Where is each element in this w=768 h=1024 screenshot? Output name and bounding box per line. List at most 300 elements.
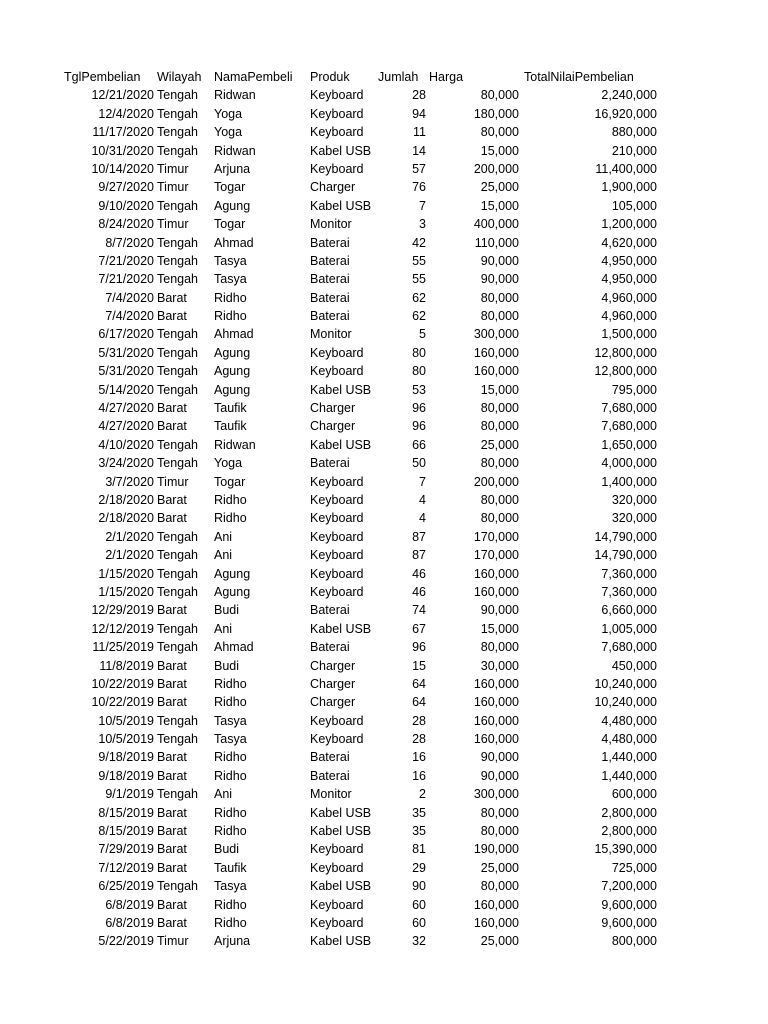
- cell-wilayah[interactable]: Timur: [157, 161, 189, 176]
- cell-nama-pembeli[interactable]: Yoga: [214, 125, 243, 140]
- cell-jumlah[interactable]: 96: [412, 419, 426, 434]
- cell-total-nilai[interactable]: 14,790,000: [594, 548, 657, 563]
- cell-total-nilai[interactable]: 11,400,000: [595, 161, 657, 176]
- cell-tgl-pembelian[interactable]: 2/1/2020: [105, 548, 154, 563]
- cell-tgl-pembelian[interactable]: 6/8/2019: [105, 897, 154, 912]
- cell-nama-pembeli[interactable]: Taufik: [214, 401, 247, 416]
- cell-harga[interactable]: 160,000: [473, 897, 519, 912]
- cell-produk[interactable]: Charger: [310, 419, 356, 434]
- cell-produk[interactable]: Baterai: [310, 290, 350, 305]
- cell-wilayah[interactable]: Barat: [157, 511, 187, 526]
- cell-nama-pembeli[interactable]: Taufik: [214, 860, 247, 875]
- cell-produk[interactable]: Keyboard: [310, 915, 364, 930]
- cell-jumlah[interactable]: 60: [412, 915, 426, 930]
- cell-wilayah[interactable]: Barat: [157, 860, 187, 875]
- cell-tgl-pembelian[interactable]: 2/1/2020: [105, 529, 154, 544]
- cell-produk[interactable]: Keyboard: [310, 548, 364, 563]
- cell-harga[interactable]: 80,000: [480, 125, 519, 140]
- cell-nama-pembeli[interactable]: Ahmad: [214, 640, 254, 655]
- cell-jumlah[interactable]: 5: [419, 327, 426, 342]
- cell-jumlah[interactable]: 2: [419, 787, 426, 802]
- cell-total-nilai[interactable]: 7,360,000: [601, 566, 657, 581]
- cell-nama-pembeli[interactable]: Ridho: [214, 897, 247, 912]
- cell-jumlah[interactable]: 35: [412, 824, 426, 839]
- cell-produk[interactable]: Charger: [310, 401, 356, 416]
- cell-nama-pembeli[interactable]: Ridwan: [214, 88, 256, 103]
- cell-wilayah[interactable]: Tengah: [157, 437, 199, 452]
- cell-total-nilai[interactable]: 2,240,000: [601, 88, 657, 103]
- cell-tgl-pembelian[interactable]: 7/12/2019: [98, 860, 154, 875]
- cell-nama-pembeli[interactable]: Togar: [214, 180, 246, 195]
- cell-nama-pembeli[interactable]: Ridwan: [214, 143, 256, 158]
- cell-harga[interactable]: 80,000: [480, 290, 519, 305]
- cell-jumlah[interactable]: 60: [412, 897, 426, 912]
- cell-produk[interactable]: Keyboard: [310, 842, 364, 857]
- cell-produk[interactable]: Baterai: [310, 750, 350, 765]
- cell-tgl-pembelian[interactable]: 9/27/2020: [98, 180, 154, 195]
- cell-nama-pembeli[interactable]: Ahmad: [214, 235, 254, 250]
- cell-jumlah[interactable]: 16: [412, 768, 426, 783]
- cell-produk[interactable]: Baterai: [310, 456, 350, 471]
- cell-wilayah[interactable]: Barat: [157, 824, 187, 839]
- cell-nama-pembeli[interactable]: Agung: [214, 584, 251, 599]
- cell-wilayah[interactable]: Tengah: [157, 787, 199, 802]
- cell-nama-pembeli[interactable]: Taufik: [214, 419, 247, 434]
- cell-harga[interactable]: 160,000: [473, 713, 519, 728]
- cell-nama-pembeli[interactable]: Tasya: [214, 713, 247, 728]
- cell-wilayah[interactable]: Tengah: [157, 345, 199, 360]
- cell-tgl-pembelian[interactable]: 9/1/2019: [105, 787, 154, 802]
- cell-total-nilai[interactable]: 210,000: [611, 143, 657, 158]
- cell-produk[interactable]: Kabel USB: [310, 824, 372, 839]
- cell-total-nilai[interactable]: 4,950,000: [601, 253, 657, 268]
- cell-produk[interactable]: Keyboard: [310, 584, 364, 599]
- cell-jumlah[interactable]: 62: [412, 309, 426, 324]
- cell-produk[interactable]: Charger: [310, 695, 356, 710]
- cell-produk[interactable]: Kabel USB: [310, 437, 372, 452]
- cell-nama-pembeli[interactable]: Togar: [214, 217, 246, 232]
- cell-nama-pembeli[interactable]: Yoga: [214, 106, 243, 121]
- cell-total-nilai[interactable]: 4,480,000: [601, 732, 657, 747]
- cell-nama-pembeli[interactable]: Agung: [214, 198, 251, 213]
- cell-wilayah[interactable]: Tengah: [157, 879, 199, 894]
- cell-jumlah[interactable]: 4: [419, 511, 426, 526]
- cell-total-nilai[interactable]: 9,600,000: [601, 915, 657, 930]
- cell-total-nilai[interactable]: 1,650,000: [601, 437, 657, 452]
- cell-wilayah[interactable]: Barat: [157, 805, 187, 820]
- cell-total-nilai[interactable]: 10,240,000: [594, 695, 657, 710]
- cell-harga[interactable]: 400,000: [473, 217, 519, 232]
- cell-total-nilai[interactable]: 4,000,000: [601, 456, 657, 471]
- cell-harga[interactable]: 170,000: [473, 529, 519, 544]
- cell-nama-pembeli[interactable]: Ridho: [214, 676, 247, 691]
- cell-total-nilai[interactable]: 795,000: [611, 382, 657, 397]
- cell-jumlah[interactable]: 46: [412, 584, 426, 599]
- cell-jumlah[interactable]: 76: [412, 180, 426, 195]
- cell-nama-pembeli[interactable]: Agung: [214, 364, 251, 379]
- cell-nama-pembeli[interactable]: Budi: [214, 603, 240, 618]
- cell-total-nilai[interactable]: 1,400,000: [601, 474, 657, 489]
- cell-tgl-pembelian[interactable]: 5/31/2020: [98, 345, 154, 360]
- cell-total-nilai[interactable]: 4,620,000: [601, 235, 657, 250]
- cell-produk[interactable]: Keyboard: [310, 860, 364, 875]
- cell-harga[interactable]: 190,000: [473, 842, 519, 857]
- cell-harga[interactable]: 25,000: [480, 180, 519, 195]
- cell-wilayah[interactable]: Tengah: [157, 732, 199, 747]
- cell-tgl-pembelian[interactable]: 3/7/2020: [105, 474, 154, 489]
- cell-nama-pembeli[interactable]: Ridho: [214, 290, 247, 305]
- cell-tgl-pembelian[interactable]: 8/24/2020: [98, 217, 154, 232]
- cell-total-nilai[interactable]: 450,000: [611, 658, 657, 673]
- cell-produk[interactable]: Kabel USB: [310, 143, 372, 158]
- cell-nama-pembeli[interactable]: Ani: [214, 621, 233, 636]
- cell-produk[interactable]: Keyboard: [310, 713, 364, 728]
- cell-jumlah[interactable]: 81: [412, 842, 426, 857]
- cell-jumlah[interactable]: 7: [419, 474, 426, 489]
- cell-tgl-pembelian[interactable]: 8/15/2019: [98, 805, 154, 820]
- cell-tgl-pembelian[interactable]: 7/21/2020: [98, 253, 154, 268]
- cell-total-nilai[interactable]: 320,000: [611, 511, 657, 526]
- cell-jumlah[interactable]: 64: [412, 695, 426, 710]
- cell-harga[interactable]: 160,000: [473, 695, 519, 710]
- cell-wilayah[interactable]: Timur: [157, 217, 189, 232]
- cell-jumlah[interactable]: 87: [412, 529, 426, 544]
- header-harga[interactable]: Harga: [429, 70, 464, 84]
- cell-nama-pembeli[interactable]: Ani: [214, 529, 233, 544]
- cell-total-nilai[interactable]: 1,200,000: [601, 217, 657, 232]
- header-wilayah[interactable]: Wilayah: [157, 70, 202, 84]
- cell-total-nilai[interactable]: 725,000: [611, 860, 657, 875]
- cell-jumlah[interactable]: 80: [412, 364, 426, 379]
- cell-tgl-pembelian[interactable]: 7/29/2019: [98, 842, 154, 857]
- cell-harga[interactable]: 80,000: [480, 805, 519, 820]
- cell-wilayah[interactable]: Tengah: [157, 327, 199, 342]
- cell-wilayah[interactable]: Barat: [157, 603, 187, 618]
- cell-wilayah[interactable]: Tengah: [157, 235, 199, 250]
- cell-tgl-pembelian[interactable]: 6/25/2019: [98, 879, 154, 894]
- cell-wilayah[interactable]: Tengah: [157, 382, 199, 397]
- cell-jumlah[interactable]: 28: [412, 88, 426, 103]
- cell-nama-pembeli[interactable]: Agung: [214, 345, 251, 360]
- cell-nama-pembeli[interactable]: Ridho: [214, 750, 247, 765]
- cell-produk[interactable]: Keyboard: [310, 566, 364, 581]
- cell-total-nilai[interactable]: 9,600,000: [601, 897, 657, 912]
- cell-total-nilai[interactable]: 4,950,000: [601, 272, 657, 287]
- cell-produk[interactable]: Monitor: [310, 327, 352, 342]
- cell-total-nilai[interactable]: 880,000: [611, 125, 657, 140]
- cell-jumlah[interactable]: 53: [412, 382, 426, 397]
- cell-wilayah[interactable]: Tengah: [157, 529, 199, 544]
- cell-nama-pembeli[interactable]: Arjuna: [214, 161, 251, 176]
- cell-jumlah[interactable]: 42: [412, 235, 426, 250]
- cell-nama-pembeli[interactable]: Agung: [214, 382, 251, 397]
- cell-harga[interactable]: 300,000: [473, 327, 519, 342]
- cell-wilayah[interactable]: Barat: [157, 768, 187, 783]
- cell-harga[interactable]: 160,000: [473, 732, 519, 747]
- cell-harga[interactable]: 80,000: [480, 824, 519, 839]
- cell-tgl-pembelian[interactable]: 1/15/2020: [98, 566, 154, 581]
- cell-nama-pembeli[interactable]: Tasya: [214, 732, 247, 747]
- cell-tgl-pembelian[interactable]: 6/17/2020: [98, 327, 154, 342]
- cell-harga[interactable]: 80,000: [480, 492, 519, 507]
- cell-jumlah[interactable]: 11: [413, 125, 426, 140]
- cell-wilayah[interactable]: Tengah: [157, 198, 199, 213]
- cell-tgl-pembelian[interactable]: 11/8/2019: [99, 658, 154, 673]
- cell-produk[interactable]: Kabel USB: [310, 198, 372, 213]
- cell-wilayah[interactable]: Barat: [157, 401, 187, 416]
- cell-harga[interactable]: 200,000: [473, 474, 519, 489]
- cell-nama-pembeli[interactable]: Ridho: [214, 309, 247, 324]
- cell-nama-pembeli[interactable]: Ridwan: [214, 437, 256, 452]
- cell-produk[interactable]: Charger: [310, 676, 356, 691]
- cell-jumlah[interactable]: 57: [412, 161, 426, 176]
- cell-wilayah[interactable]: Tengah: [157, 272, 199, 287]
- cell-wilayah[interactable]: Tengah: [157, 143, 199, 158]
- cell-harga[interactable]: 160,000: [473, 676, 519, 691]
- cell-harga[interactable]: 80,000: [480, 309, 519, 324]
- cell-wilayah[interactable]: Tengah: [157, 548, 199, 563]
- cell-total-nilai[interactable]: 12,800,000: [594, 364, 657, 379]
- cell-total-nilai[interactable]: 7,680,000: [601, 401, 657, 416]
- cell-tgl-pembelian[interactable]: 11/17/2020: [92, 125, 154, 140]
- cell-nama-pembeli[interactable]: Budi: [214, 658, 240, 673]
- cell-tgl-pembelian[interactable]: 12/12/2019: [91, 621, 154, 636]
- cell-tgl-pembelian[interactable]: 9/10/2020: [98, 198, 154, 213]
- cell-jumlah[interactable]: 94: [412, 106, 426, 121]
- cell-wilayah[interactable]: Barat: [157, 676, 187, 691]
- cell-tgl-pembelian[interactable]: 9/18/2019: [98, 768, 154, 783]
- cell-jumlah[interactable]: 64: [412, 676, 426, 691]
- cell-total-nilai[interactable]: 320,000: [611, 492, 657, 507]
- cell-tgl-pembelian[interactable]: 7/4/2020: [105, 309, 154, 324]
- cell-jumlah[interactable]: 80: [412, 345, 426, 360]
- cell-total-nilai[interactable]: 7,200,000: [601, 879, 657, 894]
- cell-wilayah[interactable]: Tengah: [157, 364, 199, 379]
- cell-tgl-pembelian[interactable]: 11/25/2019: [92, 640, 154, 655]
- cell-produk[interactable]: Kabel USB: [310, 805, 372, 820]
- cell-harga[interactable]: 90,000: [480, 253, 519, 268]
- cell-tgl-pembelian[interactable]: 8/7/2020: [105, 235, 154, 250]
- cell-wilayah[interactable]: Tengah: [157, 88, 199, 103]
- cell-jumlah[interactable]: 96: [412, 401, 426, 416]
- cell-produk[interactable]: Keyboard: [310, 161, 364, 176]
- cell-harga[interactable]: 170,000: [473, 548, 519, 563]
- cell-harga[interactable]: 90,000: [480, 750, 519, 765]
- cell-tgl-pembelian[interactable]: 10/22/2019: [91, 695, 154, 710]
- cell-tgl-pembelian[interactable]: 5/22/2019: [98, 934, 154, 949]
- cell-jumlah[interactable]: 66: [412, 437, 426, 452]
- cell-tgl-pembelian[interactable]: 10/5/2019: [98, 732, 154, 747]
- cell-wilayah[interactable]: Tengah: [157, 584, 199, 599]
- cell-tgl-pembelian[interactable]: 4/27/2020: [98, 401, 154, 416]
- cell-nama-pembeli[interactable]: Ani: [214, 787, 233, 802]
- cell-jumlah[interactable]: 90: [412, 879, 426, 894]
- cell-jumlah[interactable]: 35: [412, 805, 426, 820]
- cell-tgl-pembelian[interactable]: 7/21/2020: [98, 272, 154, 287]
- cell-produk[interactable]: Monitor: [310, 217, 352, 232]
- cell-produk[interactable]: Keyboard: [310, 732, 364, 747]
- cell-produk[interactable]: Kabel USB: [310, 382, 372, 397]
- cell-tgl-pembelian[interactable]: 4/10/2020: [98, 437, 154, 452]
- cell-produk[interactable]: Keyboard: [310, 345, 364, 360]
- cell-tgl-pembelian[interactable]: 6/8/2019: [105, 915, 154, 930]
- cell-total-nilai[interactable]: 1,900,000: [601, 180, 657, 195]
- cell-harga[interactable]: 15,000: [480, 621, 519, 636]
- cell-tgl-pembelian[interactable]: 2/18/2020: [98, 492, 154, 507]
- cell-wilayah[interactable]: Barat: [157, 290, 187, 305]
- cell-total-nilai[interactable]: 2,800,000: [601, 805, 657, 820]
- cell-produk[interactable]: Keyboard: [310, 106, 364, 121]
- cell-jumlah[interactable]: 15: [412, 658, 426, 673]
- cell-jumlah[interactable]: 28: [412, 732, 426, 747]
- cell-wilayah[interactable]: Timur: [157, 474, 189, 489]
- cell-nama-pembeli[interactable]: Ridho: [214, 805, 247, 820]
- cell-produk[interactable]: Keyboard: [310, 474, 364, 489]
- cell-tgl-pembelian[interactable]: 10/22/2019: [91, 676, 154, 691]
- cell-wilayah[interactable]: Tengah: [157, 621, 199, 636]
- cell-total-nilai[interactable]: 1,440,000: [601, 750, 657, 765]
- cell-harga[interactable]: 80,000: [480, 511, 519, 526]
- cell-wilayah[interactable]: Tengah: [157, 566, 199, 581]
- cell-wilayah[interactable]: Barat: [157, 750, 187, 765]
- cell-tgl-pembelian[interactable]: 9/18/2019: [98, 750, 154, 765]
- cell-nama-pembeli[interactable]: Agung: [214, 566, 251, 581]
- cell-harga[interactable]: 160,000: [473, 584, 519, 599]
- cell-total-nilai[interactable]: 10,240,000: [594, 676, 657, 691]
- cell-total-nilai[interactable]: 7,680,000: [601, 419, 657, 434]
- header-nama-pembeli[interactable]: NamaPembeli: [214, 70, 293, 84]
- cell-wilayah[interactable]: Timur: [157, 934, 189, 949]
- cell-harga[interactable]: 80,000: [480, 456, 519, 471]
- cell-total-nilai[interactable]: 7,680,000: [601, 640, 657, 655]
- cell-wilayah[interactable]: Barat: [157, 309, 187, 324]
- cell-produk[interactable]: Baterai: [310, 603, 350, 618]
- cell-wilayah[interactable]: Tengah: [157, 106, 199, 121]
- cell-jumlah[interactable]: 46: [412, 566, 426, 581]
- cell-produk[interactable]: Keyboard: [310, 529, 364, 544]
- cell-produk[interactable]: Keyboard: [310, 364, 364, 379]
- cell-tgl-pembelian[interactable]: 1/15/2020: [98, 584, 154, 599]
- cell-produk[interactable]: Baterai: [310, 768, 350, 783]
- cell-harga[interactable]: 25,000: [480, 860, 519, 875]
- cell-jumlah[interactable]: 55: [412, 253, 426, 268]
- cell-tgl-pembelian[interactable]: 8/15/2019: [98, 824, 154, 839]
- cell-tgl-pembelian[interactable]: 5/14/2020: [98, 382, 154, 397]
- cell-nama-pembeli[interactable]: Tasya: [214, 272, 247, 287]
- cell-harga[interactable]: 160,000: [473, 345, 519, 360]
- cell-nama-pembeli[interactable]: Ridho: [214, 824, 247, 839]
- cell-tgl-pembelian[interactable]: 12/29/2019: [91, 603, 154, 618]
- cell-jumlah[interactable]: 74: [412, 603, 426, 618]
- cell-total-nilai[interactable]: 7,360,000: [601, 584, 657, 599]
- cell-harga[interactable]: 180,000: [473, 106, 519, 121]
- cell-nama-pembeli[interactable]: Yoga: [214, 456, 243, 471]
- cell-nama-pembeli[interactable]: Tasya: [214, 253, 247, 268]
- header-jumlah[interactable]: Jumlah: [378, 70, 419, 84]
- cell-produk[interactable]: Kabel USB: [310, 621, 372, 636]
- cell-produk[interactable]: Baterai: [310, 309, 350, 324]
- cell-harga[interactable]: 80,000: [480, 640, 519, 655]
- cell-total-nilai[interactable]: 4,960,000: [601, 309, 657, 324]
- cell-wilayah[interactable]: Barat: [157, 915, 187, 930]
- cell-wilayah[interactable]: Tengah: [157, 253, 199, 268]
- cell-produk[interactable]: Kabel USB: [310, 879, 372, 894]
- cell-tgl-pembelian[interactable]: 7/4/2020: [105, 290, 154, 305]
- cell-jumlah[interactable]: 4: [419, 492, 426, 507]
- cell-produk[interactable]: Monitor: [310, 787, 352, 802]
- cell-jumlah[interactable]: 14: [412, 143, 426, 158]
- cell-harga[interactable]: 30,000: [480, 658, 519, 673]
- cell-produk[interactable]: Baterai: [310, 235, 350, 250]
- cell-tgl-pembelian[interactable]: 10/14/2020: [91, 161, 154, 176]
- cell-produk[interactable]: Keyboard: [310, 492, 364, 507]
- cell-produk[interactable]: Baterai: [310, 272, 350, 287]
- cell-harga[interactable]: 15,000: [480, 198, 519, 213]
- cell-tgl-pembelian[interactable]: 12/4/2020: [98, 106, 154, 121]
- cell-wilayah[interactable]: Barat: [157, 897, 187, 912]
- cell-wilayah[interactable]: Barat: [157, 419, 187, 434]
- cell-wilayah[interactable]: Timur: [157, 180, 189, 195]
- cell-nama-pembeli[interactable]: Ridho: [214, 695, 247, 710]
- cell-harga[interactable]: 80,000: [480, 88, 519, 103]
- cell-wilayah[interactable]: Tengah: [157, 456, 199, 471]
- cell-nama-pembeli[interactable]: Ridho: [214, 492, 247, 507]
- cell-jumlah[interactable]: 29: [412, 860, 426, 875]
- cell-harga[interactable]: 160,000: [473, 915, 519, 930]
- cell-harga[interactable]: 200,000: [473, 161, 519, 176]
- cell-produk[interactable]: Baterai: [310, 253, 350, 268]
- cell-nama-pembeli[interactable]: Ridho: [214, 915, 247, 930]
- cell-harga[interactable]: 15,000: [480, 382, 519, 397]
- cell-harga[interactable]: 80,000: [480, 401, 519, 416]
- cell-harga[interactable]: 90,000: [480, 272, 519, 287]
- cell-harga[interactable]: 25,000: [480, 934, 519, 949]
- cell-nama-pembeli[interactable]: Arjuna: [214, 934, 251, 949]
- cell-wilayah[interactable]: Barat: [157, 658, 187, 673]
- cell-nama-pembeli[interactable]: Ridho: [214, 511, 247, 526]
- cell-total-nilai[interactable]: 1,440,000: [601, 768, 657, 783]
- cell-tgl-pembelian[interactable]: 4/27/2020: [98, 419, 154, 434]
- cell-jumlah[interactable]: 3: [419, 217, 426, 232]
- cell-total-nilai[interactable]: 2,800,000: [601, 824, 657, 839]
- cell-harga[interactable]: 80,000: [480, 879, 519, 894]
- cell-total-nilai[interactable]: 4,480,000: [601, 713, 657, 728]
- cell-harga[interactable]: 90,000: [480, 768, 519, 783]
- cell-total-nilai[interactable]: 6,660,000: [601, 603, 657, 618]
- cell-jumlah[interactable]: 67: [412, 621, 426, 636]
- cell-harga[interactable]: 300,000: [473, 787, 519, 802]
- cell-nama-pembeli[interactable]: Ani: [214, 548, 233, 563]
- cell-nama-pembeli[interactable]: Budi: [214, 842, 240, 857]
- cell-jumlah[interactable]: 32: [412, 934, 426, 949]
- cell-harga[interactable]: 80,000: [480, 419, 519, 434]
- cell-jumlah[interactable]: 16: [412, 750, 426, 765]
- cell-produk[interactable]: Keyboard: [310, 125, 364, 140]
- cell-jumlah[interactable]: 96: [412, 640, 426, 655]
- cell-tgl-pembelian[interactable]: 12/21/2020: [91, 88, 154, 103]
- cell-total-nilai[interactable]: 14,790,000: [594, 529, 657, 544]
- cell-nama-pembeli[interactable]: Tasya: [214, 879, 247, 894]
- cell-nama-pembeli[interactable]: Ridho: [214, 768, 247, 783]
- cell-nama-pembeli[interactable]: Togar: [214, 474, 246, 489]
- cell-total-nilai[interactable]: 800,000: [611, 934, 657, 949]
- cell-tgl-pembelian[interactable]: 3/24/2020: [98, 456, 154, 471]
- cell-produk[interactable]: Keyboard: [310, 511, 364, 526]
- cell-tgl-pembelian[interactable]: 10/31/2020: [91, 143, 154, 158]
- cell-tgl-pembelian[interactable]: 10/5/2019: [98, 713, 154, 728]
- cell-harga[interactable]: 25,000: [480, 437, 519, 452]
- cell-produk[interactable]: Keyboard: [310, 897, 364, 912]
